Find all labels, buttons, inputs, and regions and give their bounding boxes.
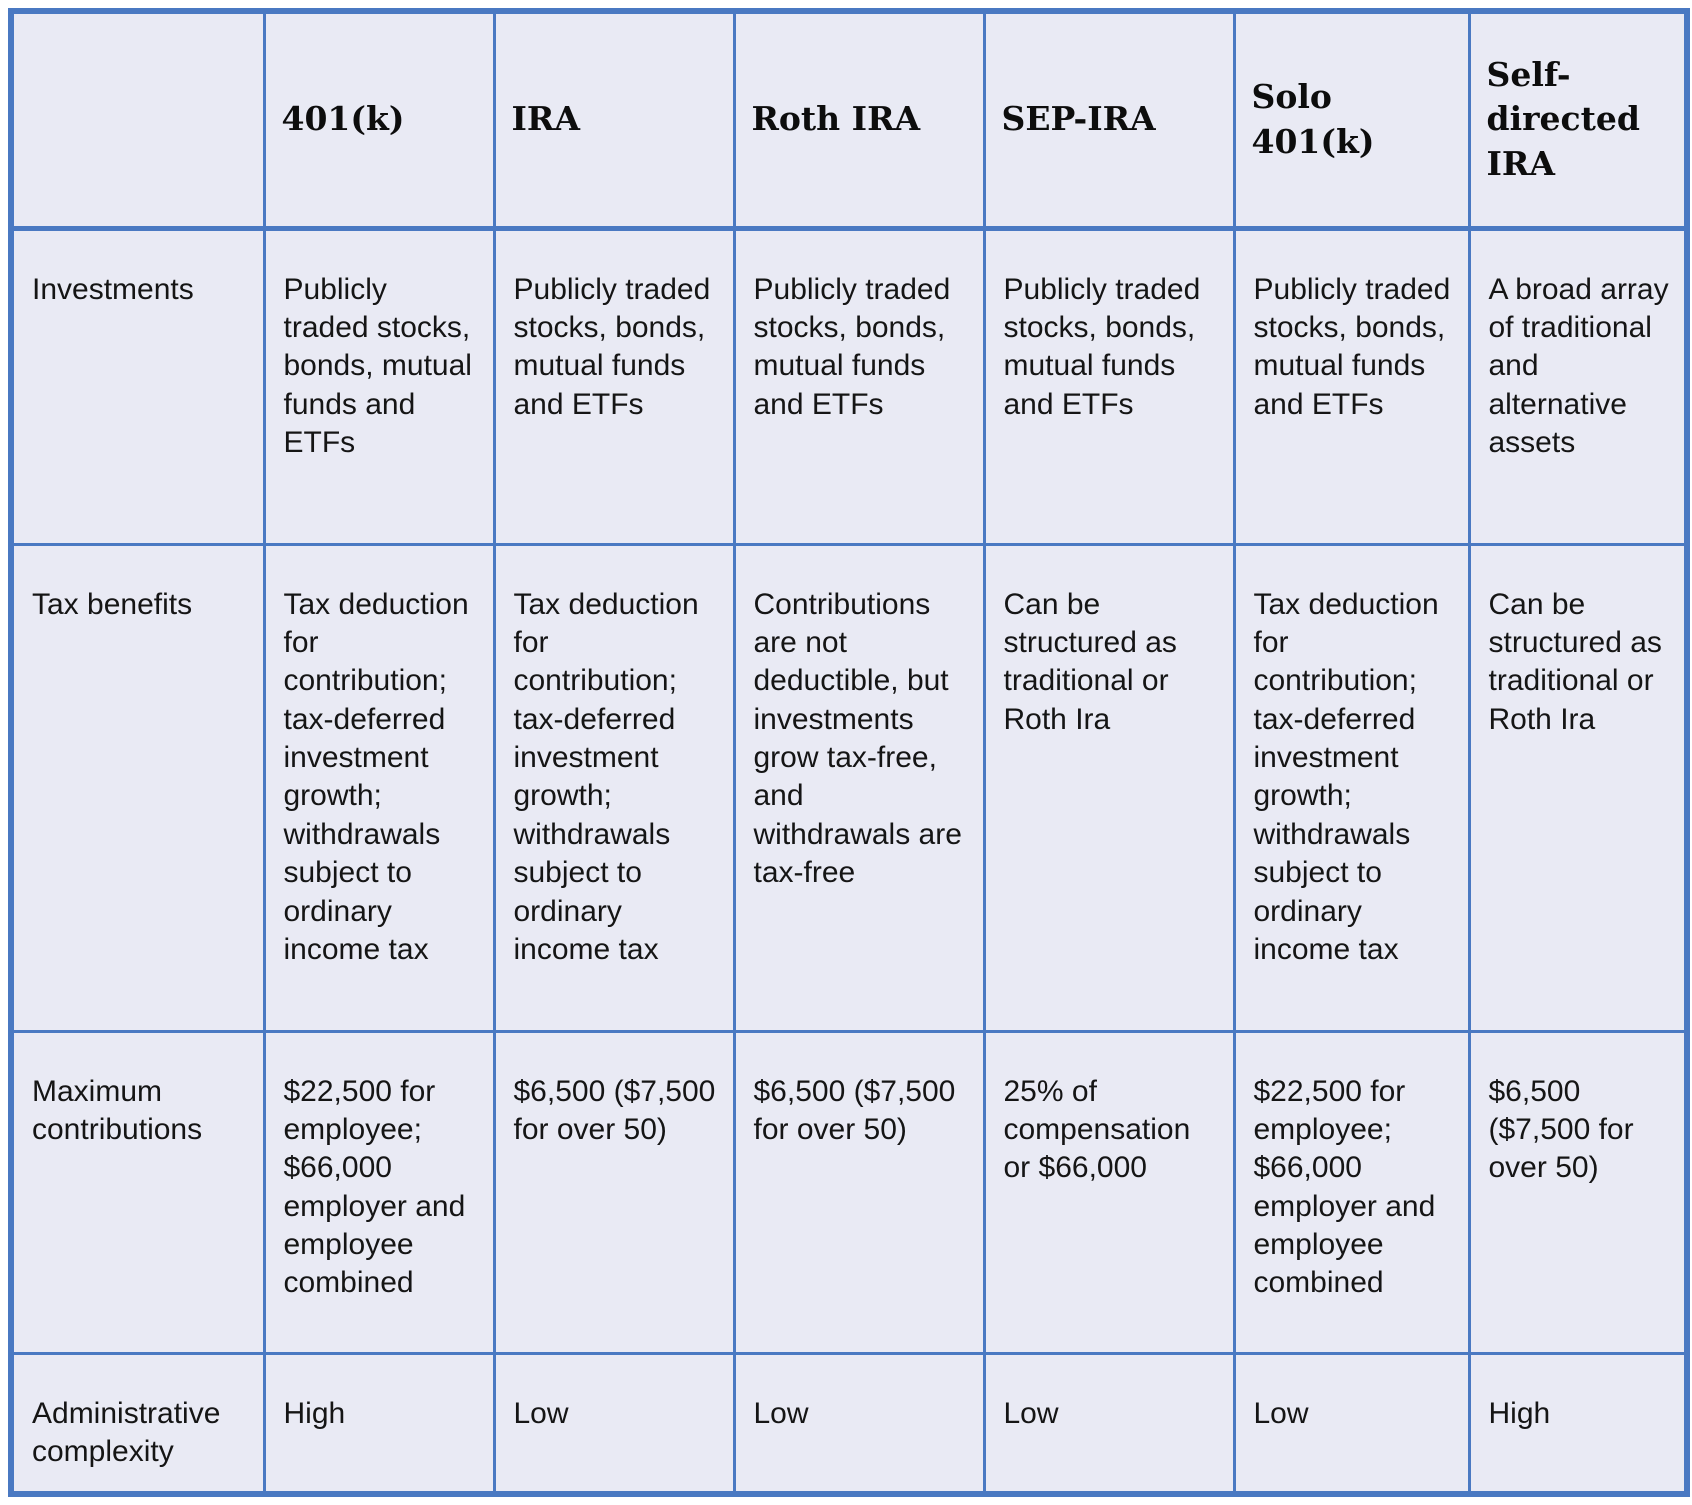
column-header-self-directed-ira: Self-directed IRA [1469, 11, 1687, 228]
table-cell: Can be structured as traditional or Roth Ira [1469, 544, 1687, 1031]
column-header-ira: IRA [494, 11, 734, 228]
column-header-401k: 401(k) [264, 11, 494, 228]
row-label-maximum-contributions: Maximum contributions [11, 1031, 264, 1353]
table-cell: A broad array of traditional and alternative assets [1469, 228, 1687, 544]
table-cell: Tax deduction for contribution; tax-deferred investment growth; withdrawals subject to ordinary income tax [494, 544, 734, 1031]
table-cell: High [1469, 1353, 1687, 1494]
header-row [11, 11, 1687, 228]
table-cell: Low [1234, 1353, 1469, 1494]
table-cell: $22,500 for employee; $66,000 employer and employee combined [264, 1031, 494, 1353]
table-cell: Low [494, 1353, 734, 1494]
table-row-investments [11, 228, 1687, 544]
table-cell: Low [984, 1353, 1234, 1494]
table-cell: $22,500 for employee; $66,000 employer and employee combined [1234, 1031, 1469, 1353]
table-row-administrative-complexity [11, 1353, 1687, 1494]
table-cell: Publicly traded stocks, bonds, mutual funds and ETFs [734, 228, 984, 544]
column-header-roth-ira: Roth IRA [734, 11, 984, 228]
corner-cell [11, 11, 264, 228]
table-cell: 25% of compensation or $66,000 [984, 1031, 1234, 1353]
table-cell: $6,500 ($7,500 for over 50) [734, 1031, 984, 1353]
table-cell: Publicly traded stocks, bonds, mutual funds and ETFs [264, 228, 494, 544]
table-cell: Publicly traded stocks, bonds, mutual funds and ETFs [1234, 228, 1469, 544]
table-cell: Publicly traded stocks, bonds, mutual funds and ETFs [494, 228, 734, 544]
row-label-tax-benefits: Tax benefits [11, 544, 264, 1031]
table-row-tax-benefits [11, 544, 1687, 1031]
table-cell: Tax deduction for contribution; tax-deferred investment growth; withdrawals subject to ordinary income tax [1234, 544, 1469, 1031]
column-header-solo-401k: Solo 401(k) [1234, 11, 1469, 228]
row-label-administrative-complexity: Administrative complexity [11, 1353, 264, 1494]
table-cell: Can be structured as traditional or Roth Ira [984, 544, 1234, 1031]
comparison-table [8, 8, 1690, 1497]
row-label-investments: Investments [11, 228, 264, 544]
table-cell: $6,500 ($7,500 for over 50) [1469, 1031, 1687, 1353]
table-cell: Low [734, 1353, 984, 1494]
table-cell: Contributions are not deductible, but investments grow tax-free, and withdrawals are tax-free [734, 544, 984, 1031]
table-cell: Publicly traded stocks, bonds, mutual funds and ETFs [984, 228, 1234, 544]
table-cell: Tax deduction for contribution; tax-deferred investment growth; withdrawals subject to ordinary income tax [264, 544, 494, 1031]
column-header-sep-ira: SEP-IRA [984, 11, 1234, 228]
table-cell: High [264, 1353, 494, 1494]
table-cell: $6,500 ($7,500 for over 50) [494, 1031, 734, 1353]
table-row-maximum-contributions [11, 1031, 1687, 1353]
